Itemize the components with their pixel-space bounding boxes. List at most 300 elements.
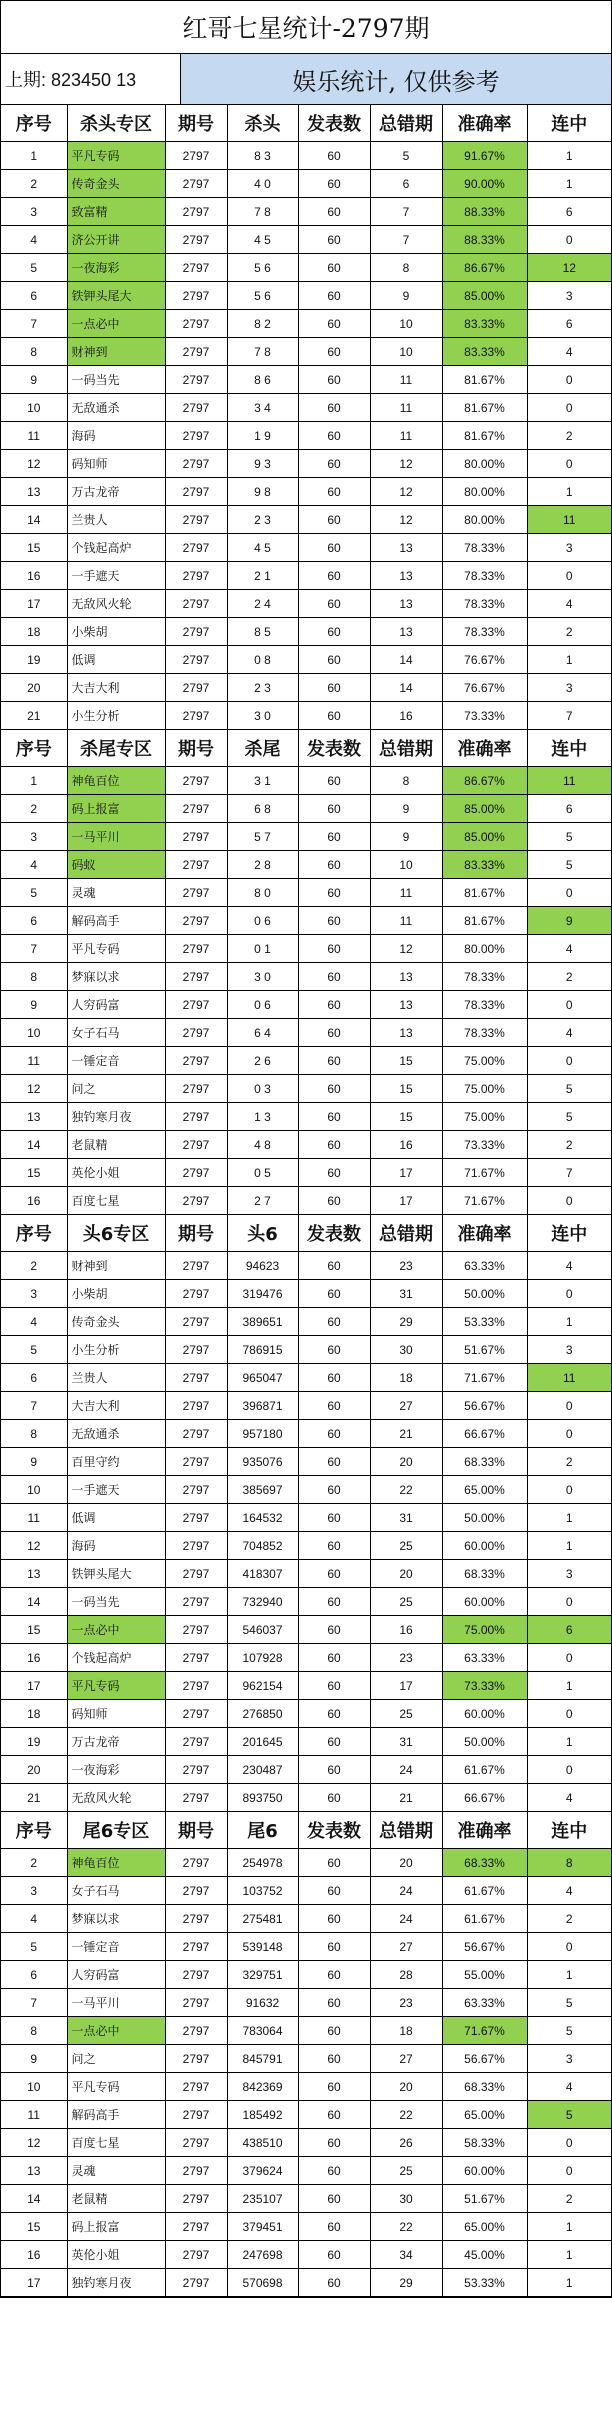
streak-cell: 1	[527, 646, 611, 674]
prediction-value-cell: 319476	[227, 1280, 298, 1308]
table-row	[1, 879, 611, 907]
streak-header: 连中	[527, 1215, 611, 1252]
prediction-value-cell: 438510	[227, 2129, 298, 2157]
predictor-name-cell: 无敌通杀	[67, 394, 165, 422]
predictor-name-cell: 梦寐以求	[67, 963, 165, 991]
prediction-value-cell: 103752	[227, 1877, 298, 1905]
table-row	[1, 795, 611, 823]
published-count-cell: 60	[298, 562, 370, 590]
value-header: 头6	[227, 1215, 298, 1252]
period-cell: 2797	[165, 422, 227, 450]
total-error-cell: 7	[370, 198, 442, 226]
streak-cell: 0	[527, 1700, 611, 1728]
serial-cell: 4	[1, 1905, 67, 1933]
period-cell: 2797	[165, 767, 227, 795]
streak-cell: 4	[527, 1784, 611, 1812]
table-row	[1, 767, 611, 795]
published-count-cell: 60	[298, 1103, 370, 1131]
predictor-name-cell: 财神到	[67, 1252, 165, 1280]
accuracy-cell: 65.00%	[442, 2213, 527, 2241]
accuracy-cell: 83.33%	[442, 851, 527, 879]
predictor-name-cell: 平凡专码	[67, 935, 165, 963]
table-row	[1, 674, 611, 702]
serial-cell: 8	[1, 338, 67, 366]
predictor-name-cell: 码上报富	[67, 2213, 165, 2241]
serial-cell: 6	[1, 907, 67, 935]
prediction-value-cell: 732940	[227, 1588, 298, 1616]
total-error-cell: 22	[370, 2101, 442, 2129]
published-count-cell: 60	[298, 1131, 370, 1159]
serial-cell: 15	[1, 534, 67, 562]
published-count-cell: 60	[298, 1756, 370, 1784]
period-cell: 2797	[165, 1784, 227, 1812]
period-cell: 2797	[165, 1728, 227, 1756]
table-row	[1, 1187, 611, 1215]
published-count-cell: 60	[298, 1047, 370, 1075]
table-row	[1, 1784, 611, 1812]
table-row	[1, 2073, 611, 2101]
prediction-value-cell: 0 1	[227, 935, 298, 963]
predictor-name-cell: 独钓寒月夜	[67, 2269, 165, 2297]
prediction-value-cell: 3 0	[227, 702, 298, 730]
total-error-cell: 12	[370, 478, 442, 506]
predictor-name-cell: 一码当先	[67, 366, 165, 394]
serial-cell: 3	[1, 823, 67, 851]
streak-cell: 0	[527, 366, 611, 394]
published-count-cell: 60	[298, 1019, 370, 1047]
table-row	[1, 2045, 611, 2073]
table-row	[1, 170, 611, 198]
table-row	[1, 1075, 611, 1103]
prediction-value-cell: 7 8	[227, 198, 298, 226]
table-row	[1, 2269, 611, 2297]
published-count-cell: 60	[298, 1448, 370, 1476]
period-cell: 2797	[165, 1560, 227, 1588]
period-header: 期号	[165, 730, 227, 767]
streak-cell: 5	[527, 851, 611, 879]
serial-cell: 8	[1, 1420, 67, 1448]
published-count-cell: 60	[298, 1159, 370, 1187]
prediction-value-cell: 201645	[227, 1728, 298, 1756]
streak-cell: 12	[527, 254, 611, 282]
table-row	[1, 506, 611, 534]
total-error-cell: 29	[370, 1308, 442, 1336]
predictor-name-cell: 大吉大利	[67, 674, 165, 702]
period-cell: 2797	[165, 2213, 227, 2241]
predictor-name-cell: 无敌通杀	[67, 1420, 165, 1448]
streak-cell: 4	[527, 2073, 611, 2101]
published-count-cell: 60	[298, 1420, 370, 1448]
streak-cell: 2	[527, 1131, 611, 1159]
streak-cell: 6	[527, 198, 611, 226]
table-row	[1, 851, 611, 879]
predictor-name-cell: 独钓寒月夜	[67, 1103, 165, 1131]
table-row	[1, 562, 611, 590]
prediction-value-cell: 6 4	[227, 1019, 298, 1047]
total-error-cell: 20	[370, 1448, 442, 1476]
prediction-value-cell: 4 5	[227, 534, 298, 562]
streak-cell: 3	[527, 1560, 611, 1588]
published-count-cell: 60	[298, 1252, 370, 1280]
serial-cell: 10	[1, 1476, 67, 1504]
period-cell: 2797	[165, 226, 227, 254]
table-row	[1, 254, 611, 282]
period-cell: 2797	[165, 282, 227, 310]
streak-cell: 0	[527, 394, 611, 422]
error-header: 总错期	[370, 1215, 442, 1252]
section-header-kill_head	[1, 105, 611, 142]
serial-cell: 16	[1, 562, 67, 590]
predictor-name-cell: 人穷码富	[67, 1961, 165, 1989]
prediction-value-cell: 254978	[227, 1849, 298, 1877]
serial-cell: 13	[1, 478, 67, 506]
prediction-value-cell: 783064	[227, 2017, 298, 2045]
prediction-value-cell: 5 6	[227, 282, 298, 310]
published-count-cell: 60	[298, 310, 370, 338]
accuracy-cell: 76.67%	[442, 674, 527, 702]
serial-cell: 18	[1, 1700, 67, 1728]
accuracy-cell: 55.00%	[442, 1961, 527, 1989]
total-error-cell: 21	[370, 1784, 442, 1812]
table-row	[1, 1933, 611, 1961]
accuracy-cell: 86.67%	[442, 767, 527, 795]
predictor-name-cell: 英伦小姐	[67, 2241, 165, 2269]
total-error-cell: 26	[370, 2129, 442, 2157]
predictor-name-cell: 一马平川	[67, 823, 165, 851]
period-cell: 2797	[165, 1252, 227, 1280]
streak-cell: 0	[527, 1933, 611, 1961]
streak-cell: 0	[527, 1047, 611, 1075]
published-count-cell: 60	[298, 851, 370, 879]
prediction-value-cell: 2 6	[227, 1047, 298, 1075]
table-row	[1, 590, 611, 618]
accuracy-cell: 60.00%	[442, 1700, 527, 1728]
serial-cell: 6	[1, 282, 67, 310]
prediction-value-cell: 6 8	[227, 795, 298, 823]
serial-cell: 15	[1, 1616, 67, 1644]
streak-cell: 3	[527, 1336, 611, 1364]
accuracy-cell: 81.67%	[442, 366, 527, 394]
serial-cell: 11	[1, 1047, 67, 1075]
total-error-cell: 13	[370, 590, 442, 618]
serial-cell: 7	[1, 1392, 67, 1420]
published-count-cell: 60	[298, 2241, 370, 2269]
predictor-name-cell: 女子石马	[67, 1877, 165, 1905]
zone-header: 杀尾专区	[67, 730, 165, 767]
period-cell: 2797	[165, 702, 227, 730]
published-count-cell: 60	[298, 1933, 370, 1961]
period-cell: 2797	[165, 879, 227, 907]
prediction-value-cell: 247698	[227, 2241, 298, 2269]
streak-cell: 1	[527, 1672, 611, 1700]
published-count-cell: 60	[298, 1644, 370, 1672]
accuracy-cell: 85.00%	[442, 823, 527, 851]
serial-cell: 13	[1, 1103, 67, 1131]
published-count-cell: 60	[298, 963, 370, 991]
total-error-cell: 16	[370, 1616, 442, 1644]
streak-cell: 2	[527, 963, 611, 991]
accuracy-cell: 88.33%	[442, 198, 527, 226]
table-row	[1, 198, 611, 226]
predictor-name-cell: 码蚁	[67, 851, 165, 879]
table-row	[1, 1849, 611, 1877]
prediction-value-cell: 546037	[227, 1616, 298, 1644]
published-count-cell: 60	[298, 795, 370, 823]
period-cell: 2797	[165, 1392, 227, 1420]
predictor-name-cell: 万古龙帝	[67, 478, 165, 506]
published-header: 发表数	[298, 1215, 370, 1252]
period-cell: 2797	[165, 674, 227, 702]
published-count-cell: 60	[298, 1392, 370, 1420]
total-error-cell: 14	[370, 646, 442, 674]
table-row	[1, 338, 611, 366]
streak-cell: 0	[527, 1476, 611, 1504]
predictor-name-cell: 兰贵人	[67, 1364, 165, 1392]
error-header: 总错期	[370, 1812, 442, 1849]
published-count-cell: 60	[298, 198, 370, 226]
period-cell: 2797	[165, 1933, 227, 1961]
total-error-cell: 10	[370, 310, 442, 338]
published-header: 发表数	[298, 1812, 370, 1849]
total-error-cell: 10	[370, 851, 442, 879]
period-cell: 2797	[165, 823, 227, 851]
total-error-cell: 12	[370, 935, 442, 963]
prediction-value-cell: 275481	[227, 1905, 298, 1933]
table-row	[1, 1420, 611, 1448]
published-count-cell: 60	[298, 1187, 370, 1215]
serial-cell: 19	[1, 1728, 67, 1756]
published-count-cell: 60	[298, 646, 370, 674]
predictor-name-cell: 无敌风火轮	[67, 1784, 165, 1812]
accuracy-cell: 50.00%	[442, 1728, 527, 1756]
published-count-cell: 60	[298, 879, 370, 907]
published-count-cell: 60	[298, 702, 370, 730]
accuracy-cell: 78.33%	[442, 534, 527, 562]
published-count-cell: 60	[298, 1476, 370, 1504]
total-error-cell: 13	[370, 1019, 442, 1047]
prediction-value-cell: 185492	[227, 2101, 298, 2129]
published-count-cell: 60	[298, 226, 370, 254]
streak-cell: 6	[527, 1616, 611, 1644]
prediction-value-cell: 235107	[227, 2185, 298, 2213]
prediction-value-cell: 3 4	[227, 394, 298, 422]
published-count-cell: 60	[298, 366, 370, 394]
total-error-cell: 30	[370, 2185, 442, 2213]
accuracy-cell: 78.33%	[442, 991, 527, 1019]
prediction-value-cell: 396871	[227, 1392, 298, 1420]
prediction-value-cell: 418307	[227, 1560, 298, 1588]
serial-cell: 17	[1, 2269, 67, 2297]
total-error-cell: 13	[370, 991, 442, 1019]
prediction-value-cell: 0 6	[227, 991, 298, 1019]
streak-cell: 5	[527, 2101, 611, 2129]
published-count-cell: 60	[298, 1075, 370, 1103]
period-cell: 2797	[165, 2045, 227, 2073]
predictor-name-cell: 小生分析	[67, 1336, 165, 1364]
serial-cell: 14	[1, 1131, 67, 1159]
published-count-cell: 60	[298, 823, 370, 851]
prediction-value-cell: 379451	[227, 2213, 298, 2241]
accuracy-cell: 66.67%	[442, 1784, 527, 1812]
total-error-cell: 25	[370, 1532, 442, 1560]
published-count-cell: 60	[298, 2269, 370, 2297]
period-cell: 2797	[165, 1187, 227, 1215]
accuracy-cell: 81.67%	[442, 879, 527, 907]
period-cell: 2797	[165, 2017, 227, 2045]
predictor-name-cell: 人穷码富	[67, 991, 165, 1019]
predictor-name-cell: 梦寐以求	[67, 1905, 165, 1933]
table-row	[1, 1131, 611, 1159]
accuracy-cell: 86.67%	[442, 254, 527, 282]
period-cell: 2797	[165, 1280, 227, 1308]
table-row	[1, 823, 611, 851]
period-cell: 2797	[165, 2101, 227, 2129]
predictor-name-cell: 问之	[67, 2045, 165, 2073]
period-cell: 2797	[165, 907, 227, 935]
published-count-cell: 60	[298, 935, 370, 963]
last-issue-result: 上期: 823450 13	[1, 54, 181, 104]
serial-cell: 5	[1, 1336, 67, 1364]
published-count-cell: 60	[298, 394, 370, 422]
value-header: 杀尾	[227, 730, 298, 767]
total-error-cell: 17	[370, 1159, 442, 1187]
period-cell: 2797	[165, 562, 227, 590]
serial-cell: 13	[1, 2157, 67, 2185]
total-error-cell: 20	[370, 2073, 442, 2101]
predictor-name-cell: 老鼠精	[67, 2185, 165, 2213]
predictor-name-cell: 一夜海彩	[67, 1756, 165, 1784]
table-row	[1, 2101, 611, 2129]
prediction-value-cell: 842369	[227, 2073, 298, 2101]
accuracy-cell: 83.33%	[442, 310, 527, 338]
predictor-name-cell: 个钱起高炉	[67, 534, 165, 562]
serial-cell: 19	[1, 646, 67, 674]
accuracy-cell: 80.00%	[442, 450, 527, 478]
table-row	[1, 366, 611, 394]
section-header-tail6	[1, 1812, 611, 1849]
predictor-name-cell: 灵魂	[67, 2157, 165, 2185]
table-row	[1, 1280, 611, 1308]
accuracy-cell: 51.67%	[442, 2185, 527, 2213]
prediction-value-cell: 786915	[227, 1336, 298, 1364]
period-cell: 2797	[165, 338, 227, 366]
published-count-cell: 60	[298, 1784, 370, 1812]
prediction-value-cell: 9 8	[227, 478, 298, 506]
streak-cell: 4	[527, 1252, 611, 1280]
serial-cell: 14	[1, 2185, 67, 2213]
serial-cell: 6	[1, 1961, 67, 1989]
total-error-cell: 29	[370, 2269, 442, 2297]
table-row	[1, 1448, 611, 1476]
table-row	[1, 1756, 611, 1784]
published-count-cell: 60	[298, 534, 370, 562]
streak-cell: 0	[527, 1187, 611, 1215]
streak-cell: 6	[527, 795, 611, 823]
streak-cell: 0	[527, 1392, 611, 1420]
streak-cell: 4	[527, 1877, 611, 1905]
streak-cell: 1	[527, 1504, 611, 1532]
total-error-cell: 22	[370, 1476, 442, 1504]
table-row	[1, 1905, 611, 1933]
serial-cell: 20	[1, 674, 67, 702]
accuracy-cell: 56.67%	[442, 1933, 527, 1961]
predictor-name-cell: 传奇金头	[67, 170, 165, 198]
period-cell: 2797	[165, 1877, 227, 1905]
table-row	[1, 1019, 611, 1047]
accuracy-header: 准确率	[442, 1812, 527, 1849]
period-cell: 2797	[165, 1448, 227, 1476]
period-cell: 2797	[165, 1159, 227, 1187]
total-error-cell: 31	[370, 1504, 442, 1532]
total-error-cell: 31	[370, 1728, 442, 1756]
period-header: 期号	[165, 105, 227, 142]
total-error-cell: 22	[370, 2213, 442, 2241]
section-header-head6	[1, 1215, 611, 1252]
accuracy-cell: 68.33%	[442, 2073, 527, 2101]
accuracy-cell: 68.33%	[442, 1448, 527, 1476]
period-cell: 2797	[165, 450, 227, 478]
serial-cell: 16	[1, 1187, 67, 1215]
predictor-name-cell: 小柴胡	[67, 618, 165, 646]
published-count-cell: 60	[298, 2157, 370, 2185]
streak-cell: 1	[527, 2241, 611, 2269]
serial-cell: 3	[1, 1877, 67, 1905]
serial-cell: 17	[1, 590, 67, 618]
streak-cell: 0	[527, 2129, 611, 2157]
streak-cell: 0	[527, 226, 611, 254]
streak-cell: 5	[527, 823, 611, 851]
predictor-name-cell: 低调	[67, 646, 165, 674]
total-error-cell: 17	[370, 1187, 442, 1215]
published-count-cell: 60	[298, 1700, 370, 1728]
total-error-cell: 8	[370, 254, 442, 282]
accuracy-cell: 75.00%	[442, 1616, 527, 1644]
accuracy-cell: 56.67%	[442, 1392, 527, 1420]
serial-cell: 10	[1, 2073, 67, 2101]
total-error-cell: 11	[370, 879, 442, 907]
streak-cell: 1	[527, 170, 611, 198]
predictor-name-cell: 老鼠精	[67, 1131, 165, 1159]
streak-cell: 2	[527, 422, 611, 450]
streak-cell: 8	[527, 1849, 611, 1877]
table-row	[1, 2129, 611, 2157]
prediction-value-cell: 164532	[227, 1504, 298, 1532]
prediction-value-cell: 962154	[227, 1672, 298, 1700]
serial-cell: 2	[1, 795, 67, 823]
published-count-cell: 60	[298, 478, 370, 506]
prediction-value-cell: 2 1	[227, 562, 298, 590]
table-row	[1, 2157, 611, 2185]
total-error-cell: 9	[370, 282, 442, 310]
table-row	[1, 1476, 611, 1504]
published-count-cell: 60	[298, 2185, 370, 2213]
prediction-value-cell: 2 4	[227, 590, 298, 618]
streak-cell: 7	[527, 1159, 611, 1187]
accuracy-cell: 80.00%	[442, 478, 527, 506]
serial-cell: 12	[1, 1075, 67, 1103]
predictor-name-cell: 万古龙帝	[67, 1728, 165, 1756]
zone-header: 头6专区	[67, 1215, 165, 1252]
prediction-value-cell: 230487	[227, 1756, 298, 1784]
table-row	[1, 1877, 611, 1905]
table-row	[1, 618, 611, 646]
stats-table	[1, 105, 611, 2297]
accuracy-cell: 75.00%	[442, 1075, 527, 1103]
streak-cell: 1	[527, 1308, 611, 1336]
period-cell: 2797	[165, 1131, 227, 1159]
serial-cell: 16	[1, 1644, 67, 1672]
table-row	[1, 907, 611, 935]
